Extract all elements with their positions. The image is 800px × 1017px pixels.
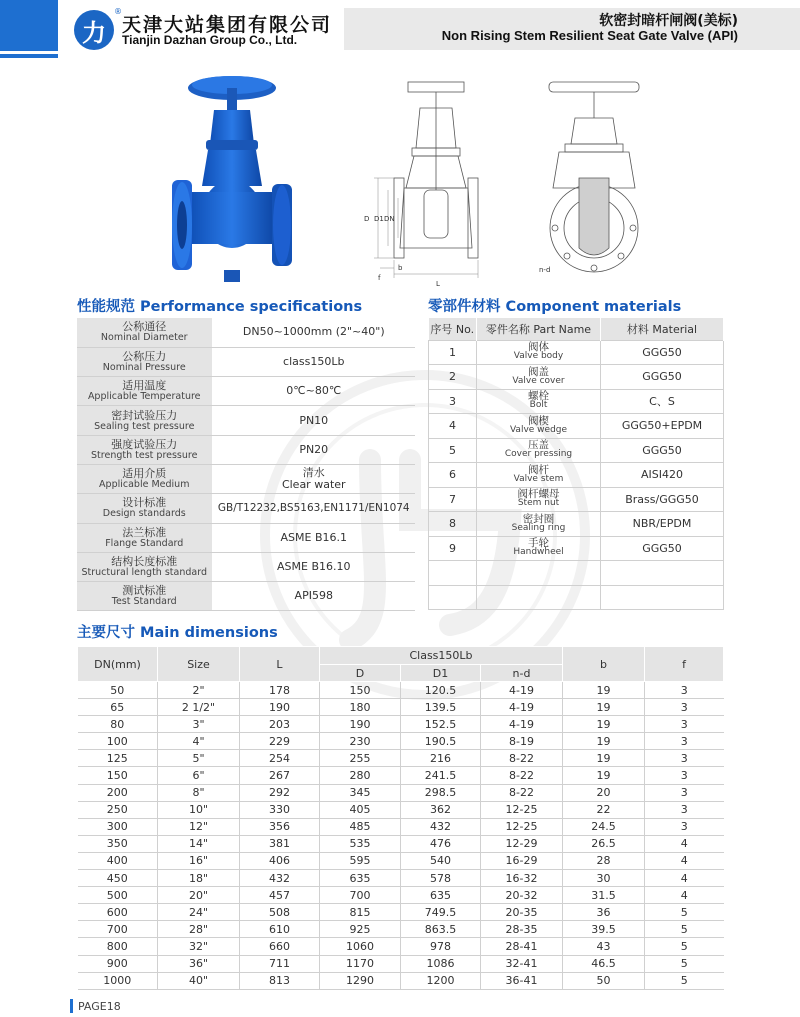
table-cell: 8-22 — [481, 767, 563, 784]
table-row — [78, 904, 724, 921]
column-header-no: 序号 No. — [429, 318, 477, 340]
table-cell: 5 — [645, 972, 724, 989]
table-cell: 5 — [645, 955, 724, 972]
spec-value: DN50~1000mm (2"~40") — [212, 318, 415, 347]
table-row — [429, 536, 724, 561]
table-cell: 200 — [78, 784, 158, 801]
table-row — [78, 955, 724, 972]
table-row — [78, 835, 724, 852]
dim-label-b: b — [398, 264, 403, 272]
table-cell: 8-22 — [481, 750, 563, 767]
table-cell: 36-41 — [481, 972, 563, 989]
table-cell: 50 — [78, 682, 158, 699]
table-row — [429, 487, 724, 512]
part-name-en: Valve wedge — [509, 424, 568, 435]
table-cell: 8-19 — [481, 733, 563, 750]
table-cell: 749.5 — [401, 904, 481, 921]
column-header-part: 零件名称 Part Name — [477, 318, 601, 340]
table-row — [78, 699, 724, 716]
column-header-material: 材料 Material — [601, 318, 724, 340]
product-title-en: Non Rising Stem Resilient Seat Gate Valve (API) — [441, 28, 738, 43]
part-name-cn: 阀盖 — [528, 365, 549, 378]
spec-label-en: Strength test pressure — [91, 449, 198, 461]
table-cell: 610 — [240, 921, 320, 938]
table-cell: 28-41 — [481, 938, 563, 955]
table-cell: 700 — [78, 921, 158, 938]
table-row — [77, 523, 415, 552]
table-cell: 4" — [158, 733, 240, 750]
table-cell: 813 — [240, 972, 320, 989]
table-cell: 8-22 — [481, 784, 563, 801]
table-cell: 900 — [78, 955, 158, 972]
table-cell: 19 — [563, 750, 645, 767]
table-cell: 600 — [78, 904, 158, 921]
part-material: GGG50 — [601, 340, 724, 365]
product-title-cn: 软密封暗杆闸阀(美标) — [599, 13, 738, 29]
table-cell: 32-41 — [481, 955, 563, 972]
component-table — [428, 318, 724, 610]
dim-label-l: L — [436, 280, 440, 288]
dim-label-d: D — [364, 215, 370, 223]
table-cell: 406 — [240, 852, 320, 869]
table-row — [77, 494, 415, 523]
table-cell: 178 — [240, 682, 320, 699]
header-color-band — [0, 0, 58, 58]
table-cell: 6" — [158, 767, 240, 784]
table-row — [429, 512, 724, 537]
spec-label-en: Applicable Temperature — [87, 391, 201, 403]
column-header-b: b — [563, 647, 645, 682]
table-row — [429, 365, 724, 390]
table-cell: 229 — [240, 733, 320, 750]
table-cell: 432 — [240, 870, 320, 887]
part-no: 9 — [429, 536, 477, 561]
table-cell: 16-32 — [481, 870, 563, 887]
table-cell: 152.5 — [401, 716, 481, 733]
table-cell: 19 — [563, 767, 645, 784]
table-cell: 12-29 — [481, 835, 563, 852]
spec-label-cn: 测试标准 — [122, 584, 167, 598]
table-cell: 1000 — [78, 972, 158, 989]
spec-label-en: Structural length standard — [81, 567, 207, 579]
table-cell: 19 — [563, 716, 645, 733]
table-cell: 216 — [401, 750, 481, 767]
spec-label-cn: 公称压力 — [122, 349, 167, 363]
table-cell: 540 — [401, 852, 481, 869]
table-row — [77, 406, 415, 435]
table-cell: 635 — [320, 870, 401, 887]
table-cell: 4-19 — [481, 699, 563, 716]
table-cell: 24" — [158, 904, 240, 921]
table-row — [77, 464, 415, 493]
table-cell: 36" — [158, 955, 240, 972]
spec-label-cn: 适用温度 — [122, 379, 167, 393]
table-cell: 300 — [78, 818, 158, 835]
table-cell: 4 — [645, 870, 724, 887]
table-cell: 4-19 — [481, 716, 563, 733]
table-cell: 800 — [78, 938, 158, 955]
table-cell: 3 — [645, 682, 724, 699]
table-cell: 250 — [78, 801, 158, 818]
spec-value: ASME B16.10 — [212, 552, 415, 581]
table-cell: 400 — [78, 852, 158, 869]
column-header-f: f — [645, 647, 724, 682]
table-cell: 14" — [158, 835, 240, 852]
table-cell: 12" — [158, 818, 240, 835]
table-cell: 3" — [158, 716, 240, 733]
table-cell: 28" — [158, 921, 240, 938]
spec-label-cn: 密封试验压力 — [111, 408, 178, 422]
table-cell: 432 — [401, 818, 481, 835]
table-cell: 100 — [78, 733, 158, 750]
part-no: 2 — [429, 365, 477, 390]
table-row — [78, 818, 724, 835]
table-cell: 476 — [401, 835, 481, 852]
table-cell: 26.5 — [563, 835, 645, 852]
part-material: C、S — [601, 389, 724, 414]
table-row — [77, 582, 415, 611]
table-cell: 1290 — [320, 972, 401, 989]
table-cell: 292 — [240, 784, 320, 801]
part-material: NBR/EPDM — [601, 512, 724, 537]
table-cell: 595 — [320, 852, 401, 869]
table-cell: 2 1/2" — [158, 699, 240, 716]
part-name-en: Sealing ring — [511, 522, 566, 533]
table-cell: 356 — [240, 818, 320, 835]
table-row — [77, 552, 415, 581]
table-cell: 10" — [158, 801, 240, 818]
spec-value: PN20 — [212, 435, 415, 464]
table-cell: 125 — [78, 750, 158, 767]
table-cell: 500 — [78, 887, 158, 904]
table-row — [77, 318, 415, 347]
page-marker — [70, 999, 73, 1013]
valve-product-image — [170, 74, 300, 284]
table-row — [429, 340, 724, 365]
table-cell: 120.5 — [401, 682, 481, 699]
table-cell: 1060 — [320, 938, 401, 955]
table-cell: 3 — [645, 767, 724, 784]
table-cell: 508 — [240, 904, 320, 921]
table-cell: 12-25 — [481, 818, 563, 835]
table-cell: 12-25 — [481, 801, 563, 818]
column-header-d1: D1 — [401, 665, 481, 682]
spec-label-en: Nominal Pressure — [102, 361, 186, 373]
table-cell: 5 — [645, 904, 724, 921]
dimension-rows — [78, 682, 724, 990]
table-cell: 381 — [240, 835, 320, 852]
table-cell: 16" — [158, 852, 240, 869]
part-name-cn: 阀楔 — [528, 414, 549, 427]
table-row — [78, 972, 724, 989]
table-cell: 330 — [240, 801, 320, 818]
table-cell: 190.5 — [401, 733, 481, 750]
table-cell: 298.5 — [401, 784, 481, 801]
table-cell: 22 — [563, 801, 645, 818]
table-cell: 20-32 — [481, 887, 563, 904]
table-cell: 139.5 — [401, 699, 481, 716]
valve-section-drawing — [535, 78, 655, 278]
part-name-cn: 压盖 — [528, 439, 549, 452]
table-row — [78, 870, 724, 887]
table-cell: 978 — [401, 938, 481, 955]
part-material: GGG50+EPDM — [601, 414, 724, 439]
spec-value: class150Lb — [212, 347, 415, 376]
spec-value: ASME B16.1 — [212, 523, 415, 552]
spec-label-en: Nominal Diameter — [100, 332, 188, 344]
column-header-l: L — [240, 647, 320, 682]
table-cell: 700 — [320, 887, 401, 904]
table-cell: 8" — [158, 784, 240, 801]
dimensions-heading: 主要尺寸 Main dimensions — [77, 625, 278, 641]
table-cell: 711 — [240, 955, 320, 972]
spec-label-en: Design standards — [102, 508, 186, 520]
dim-label-d1: D1 — [374, 215, 384, 223]
table-cell: 255 — [320, 750, 401, 767]
table-cell: 230 — [320, 733, 401, 750]
table-row — [429, 463, 724, 488]
table-cell: 815 — [320, 904, 401, 921]
part-name-cn: 密封圈 — [522, 512, 555, 525]
spec-label-en: Test Standard — [111, 596, 177, 608]
table-cell: 16-29 — [481, 852, 563, 869]
spec-value: API598 — [212, 582, 415, 611]
table-cell: 30 — [563, 870, 645, 887]
table-row — [78, 852, 724, 869]
table-cell: 32" — [158, 938, 240, 955]
table-cell: 43 — [563, 938, 645, 955]
spec-label-en: Applicable Medium — [99, 479, 190, 491]
table-row — [78, 750, 724, 767]
table-cell: 39.5 — [563, 921, 645, 938]
table-cell: 1086 — [401, 955, 481, 972]
table-cell: 345 — [320, 784, 401, 801]
table-cell: 578 — [401, 870, 481, 887]
table-cell: 65 — [78, 699, 158, 716]
spec-value: 清水 — [302, 466, 325, 480]
table-cell: 31.5 — [563, 887, 645, 904]
table-cell: 3 — [645, 784, 724, 801]
spec-value: 0℃~80℃ — [212, 377, 415, 406]
company-name-cn: 天津大站集团有限公司 — [122, 14, 333, 36]
column-header-dn: DN(mm) — [78, 647, 158, 682]
table-cell: 24.5 — [563, 818, 645, 835]
part-no: 6 — [429, 463, 477, 488]
table-cell: 3 — [645, 733, 724, 750]
table-row — [78, 682, 724, 699]
spec-label-cn: 结构长度标准 — [111, 555, 178, 569]
table-row — [429, 438, 724, 463]
table-cell: 2" — [158, 682, 240, 699]
part-no: 1 — [429, 340, 477, 365]
table-cell: 180 — [320, 699, 401, 716]
table-cell: 40" — [158, 972, 240, 989]
part-name-en: Cover pressing — [504, 449, 573, 460]
table-cell: 203 — [240, 716, 320, 733]
part-no: 7 — [429, 487, 477, 512]
table-row — [77, 347, 415, 376]
dimensions-table — [77, 646, 724, 990]
table-cell: 36 — [563, 904, 645, 921]
table-cell: 28-35 — [481, 921, 563, 938]
part-no: 3 — [429, 389, 477, 414]
table-cell: 20" — [158, 887, 240, 904]
table-cell: 46.5 — [563, 955, 645, 972]
part-name-en: Handwheel — [513, 547, 564, 558]
part-name-cn: 手轮 — [528, 537, 549, 550]
table-cell: 457 — [240, 887, 320, 904]
performance-heading: 性能规范 Performance specifications — [77, 299, 363, 315]
part-name-cn: 阀杆螺母 — [517, 488, 560, 501]
logo-char: 力 — [82, 18, 106, 47]
table-cell: 450 — [78, 870, 158, 887]
table-cell: 19 — [563, 682, 645, 699]
part-no: 4 — [429, 414, 477, 439]
table-cell: 3 — [645, 818, 724, 835]
table-cell: 80 — [78, 716, 158, 733]
components-heading: 零部件材料 Component materials — [428, 299, 682, 315]
spec-value-en: Clear water — [281, 478, 346, 492]
column-header-nd: n-d — [481, 665, 563, 682]
spec-value: PN10 — [212, 406, 415, 435]
spec-label-cn: 法兰标准 — [122, 525, 167, 539]
dim-label-nd: n-d — [539, 266, 551, 274]
table-row-empty — [429, 585, 724, 610]
table-cell: 267 — [240, 767, 320, 784]
page-number: PAGE18 — [78, 1000, 121, 1013]
valve-dimension-drawing — [354, 78, 504, 290]
table-row — [78, 887, 724, 904]
table-cell: 3 — [645, 716, 724, 733]
part-material: GGG50 — [601, 365, 724, 390]
table-cell: 280 — [320, 767, 401, 784]
table-cell: 535 — [320, 835, 401, 852]
table-row — [77, 435, 415, 464]
table-cell: 190 — [240, 699, 320, 716]
table-cell: 5 — [645, 921, 724, 938]
table-cell: 4 — [645, 852, 724, 869]
company-name-en: Tianjin Dazhan Group Co., Ltd. — [122, 33, 298, 47]
part-material: GGG50 — [601, 536, 724, 561]
spec-label-en: Sealing test pressure — [94, 420, 195, 432]
table-cell: 350 — [78, 835, 158, 852]
part-no: 8 — [429, 512, 477, 537]
table-cell: 635 — [401, 887, 481, 904]
table-row — [429, 414, 724, 439]
part-no: 5 — [429, 438, 477, 463]
table-cell: 150 — [320, 682, 401, 699]
part-name-en: Stem nut — [517, 498, 560, 509]
table-row — [78, 716, 724, 733]
table-cell: 660 — [240, 938, 320, 955]
table-cell: 4-19 — [481, 682, 563, 699]
table-cell: 863.5 — [401, 921, 481, 938]
performance-table — [77, 318, 415, 611]
registered-mark: ® — [114, 7, 122, 16]
column-header-class: Class150Lb — [320, 647, 563, 665]
part-name-en: Valve body — [513, 351, 564, 362]
part-name-cn: 阀体 — [528, 341, 549, 354]
table-cell: 5" — [158, 750, 240, 767]
table-row — [78, 784, 724, 801]
table-cell: 925 — [320, 921, 401, 938]
component-rows — [429, 340, 724, 610]
part-material: GGG50 — [601, 438, 724, 463]
table-row — [429, 389, 724, 414]
table-row — [78, 921, 724, 938]
table-cell: 1200 — [401, 972, 481, 989]
table-cell: 362 — [401, 801, 481, 818]
spec-label-cn: 适用介质 — [122, 467, 167, 481]
table-cell: 20 — [563, 784, 645, 801]
table-cell: 3 — [645, 699, 724, 716]
table-cell: 4 — [645, 835, 724, 852]
table-cell: 190 — [320, 716, 401, 733]
table-cell: 3 — [645, 750, 724, 767]
part-name-en: Valve cover — [512, 375, 565, 386]
part-name-cn: 螺栓 — [528, 390, 549, 403]
table-row-empty — [429, 561, 724, 586]
table-cell: 3 — [645, 801, 724, 818]
part-name-en: Valve stem — [513, 473, 564, 484]
table-row — [78, 767, 724, 784]
table-row — [78, 938, 724, 955]
table-cell: 241.5 — [401, 767, 481, 784]
part-material: Brass/GGG50 — [601, 487, 724, 512]
column-header-d: D — [320, 665, 401, 682]
table-cell: 19 — [563, 733, 645, 750]
part-material: AISI420 — [601, 463, 724, 488]
table-cell: 1170 — [320, 955, 401, 972]
table-cell: 150 — [78, 767, 158, 784]
table-cell: 254 — [240, 750, 320, 767]
table-cell: 50 — [563, 972, 645, 989]
table-row — [78, 801, 724, 818]
company-logo — [74, 10, 114, 50]
table-row — [78, 733, 724, 750]
part-name-cn: 阀杆 — [528, 463, 549, 476]
dim-label-f: f — [378, 274, 381, 282]
column-header-size: Size — [158, 647, 240, 682]
part-name-en: Bolt — [529, 400, 548, 411]
spec-value: GB/T12232,BS5163,EN1171/EN1074 — [212, 494, 415, 523]
table-row — [77, 377, 415, 406]
dim-label-dn: DN — [384, 215, 395, 223]
table-cell: 5 — [645, 938, 724, 955]
table-cell: 20-35 — [481, 904, 563, 921]
table-cell: 4 — [645, 887, 724, 904]
table-cell: 18" — [158, 870, 240, 887]
table-cell: 19 — [563, 699, 645, 716]
table-cell: 405 — [320, 801, 401, 818]
table-cell: 28 — [563, 852, 645, 869]
spec-label-en: Flange Standard — [105, 537, 184, 549]
table-cell: 485 — [320, 818, 401, 835]
spec-label-cn: 设计标准 — [122, 496, 167, 510]
spec-label-cn: 强度试验压力 — [111, 437, 178, 451]
spec-label-cn: 公称通径 — [122, 320, 167, 334]
